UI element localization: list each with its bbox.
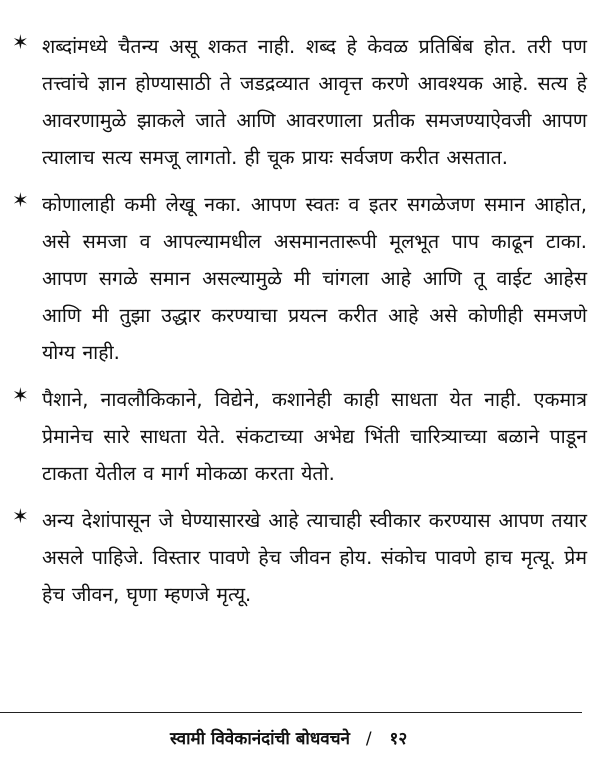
footer-divider — [0, 712, 582, 713]
quote-item — [0, 381, 600, 492]
star-bullet-icon: ✶ — [12, 188, 29, 212]
star-bullet-icon: ✶ — [12, 504, 29, 528]
quote-text: अन्य देशांपासून जे घेण्यासारखे आहे त्याचाही स्वीकार करण्यास आपण तयार असले पाहिजे. विस्तार पावणे हेच जीवन होय. संकोच पावणे हाच मृत्यू. प्रेम हेच जीवन, घृणा म्हणजे मृत्यू. — [42, 509, 587, 606]
quote-item — [0, 28, 600, 176]
page-number: १२ — [389, 729, 408, 749]
star-bullet-icon: ✶ — [12, 30, 29, 54]
quote-text: कोणालाही कमी लेखू नका. आपण स्वतः व इतर सगळेजण समान आहोत, असे समजा व आपल्यामधील असमानतारूपी मूलभूत पाप काढून टाका. आपण सगळे समान असल्यामुळे मी चांगला आहे आणि तू वाईट आहेस आणि मी तुझा उद्धार करण्याचा प्रयत्न करीत आहे असे कोणीही समजणे योग्य नाही. — [42, 193, 587, 364]
star-bullet-icon: ✶ — [12, 383, 29, 407]
page-footer — [170, 726, 407, 749]
quote-item — [0, 186, 600, 371]
quote-list — [0, 28, 600, 623]
quote-item — [0, 502, 600, 613]
quote-text: शब्दांमध्ये चैतन्य असू शकत नाही. शब्द हे केवळ प्रतिबिंब होत. तरी पण तत्त्वांचे ज्ञान होण्यासाठी ते जडद्रव्यात आवृत्त करणे आवश्यक आहे. सत्य हे आवरणामुळे झाकले जाते आणि आवरणाला प्रतीक समजण्याऐवजी आपण त्यालाच सत्य समजू लागतो. ही चूक प्रायः सर्वजण करीत असतात. — [42, 35, 587, 169]
book-title: स्वामी विवेकानंदांची बोधवचने — [170, 729, 350, 749]
footer-separator: / — [365, 729, 372, 749]
quote-text: पैशाने, नावलौकिकाने, विद्येने, कशानेही काही साधता येत नाही. एकमात्र प्रेमानेच सारे साधता येते. संकटाच्या अभेद्य भिंती चारित्र्याच्या बळाने पाडून टाकता येतील व मार्ग मोकळा करता येतो. — [42, 388, 587, 485]
